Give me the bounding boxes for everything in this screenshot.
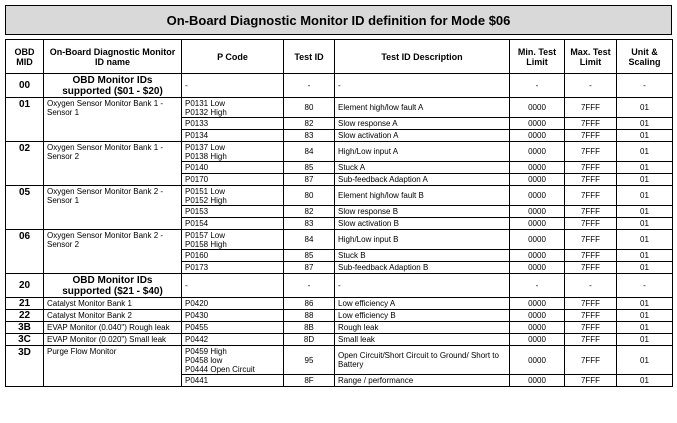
name-cell: Oxygen Sensor Monitor Bank 1 - Sensor 1 xyxy=(44,98,182,142)
name-cell: Catalyst Monitor Bank 2 xyxy=(44,310,182,322)
desc-cell: Sub-feedback Adaption A xyxy=(335,174,510,186)
test-id-cell: 86 xyxy=(284,298,335,310)
table-row xyxy=(6,322,673,334)
mode06-table xyxy=(5,39,673,387)
col-header-name: On-Board Diagnostic Monitor ID name xyxy=(44,40,182,74)
max-cell: 7FFF xyxy=(565,230,617,250)
test-id-cell: 82 xyxy=(284,206,335,218)
pcode-cell: P0133 xyxy=(182,118,284,130)
test-id-cell: 80 xyxy=(284,98,335,118)
name-cell: Catalyst Monitor Bank 1 xyxy=(44,298,182,310)
col-header-pcode: P Code xyxy=(182,40,284,74)
max-cell: 7FFF xyxy=(565,142,617,162)
mid-cell: 20 xyxy=(6,274,44,298)
unit-cell: 01 xyxy=(617,206,673,218)
unit-cell: 01 xyxy=(617,298,673,310)
table-row xyxy=(6,142,673,162)
desc-cell: Stuck B xyxy=(335,250,510,262)
test-id-cell: - xyxy=(284,74,335,98)
unit-cell: 01 xyxy=(617,162,673,174)
max-cell: 7FFF xyxy=(565,250,617,262)
unit-cell: 01 xyxy=(617,262,673,274)
name-cell: OBD Monitor IDs supported ($21 - $40) xyxy=(44,274,182,298)
header-row xyxy=(6,40,673,74)
pcode-cell: - xyxy=(182,274,284,298)
min-cell: 0000 xyxy=(510,310,565,322)
max-cell: 7FFF xyxy=(565,130,617,142)
min-cell: 0000 xyxy=(510,346,565,375)
pcode-cell: P0170 xyxy=(182,174,284,186)
test-id-cell: 83 xyxy=(284,130,335,142)
min-cell: - xyxy=(510,274,565,298)
test-id-cell: 85 xyxy=(284,250,335,262)
max-cell: 7FFF xyxy=(565,174,617,186)
name-cell: Purge Flow Monitor xyxy=(44,346,182,387)
col-header-max-limit: Max. Test Limit xyxy=(565,40,617,74)
pcode-cell: P0442 xyxy=(182,334,284,346)
min-cell: 0000 xyxy=(510,334,565,346)
desc-cell: High/Low input A xyxy=(335,142,510,162)
test-id-cell: 80 xyxy=(284,186,335,206)
max-cell: 7FFF xyxy=(565,98,617,118)
test-id-cell: 84 xyxy=(284,230,335,250)
max-cell: 7FFF xyxy=(565,310,617,322)
name-cell: EVAP Monitor (0.020") Small leak xyxy=(44,334,182,346)
pcode-cell: P0140 xyxy=(182,162,284,174)
desc-cell: Low efficiency A xyxy=(335,298,510,310)
unit-cell: 01 xyxy=(617,118,673,130)
pcode-cell: P0173 xyxy=(182,262,284,274)
document-page xyxy=(5,5,672,387)
max-cell: 7FFF xyxy=(565,322,617,334)
unit-cell: 01 xyxy=(617,186,673,206)
desc-cell: Slow response B xyxy=(335,206,510,218)
min-cell: 0000 xyxy=(510,375,565,387)
desc-cell: - xyxy=(335,274,510,298)
max-cell: 7FFF xyxy=(565,262,617,274)
name-cell: Oxygen Sensor Monitor Bank 2 - Sensor 2 xyxy=(44,230,182,274)
max-cell: 7FFF xyxy=(565,218,617,230)
max-cell: - xyxy=(565,274,617,298)
max-cell: 7FFF xyxy=(565,162,617,174)
max-cell: - xyxy=(565,74,617,98)
min-cell: 0000 xyxy=(510,162,565,174)
mid-cell: 02 xyxy=(6,142,44,186)
desc-cell: Slow activation B xyxy=(335,218,510,230)
unit-cell: 01 xyxy=(617,250,673,262)
mid-cell: 3B xyxy=(6,322,44,334)
unit-cell: - xyxy=(617,74,673,98)
min-cell: 0000 xyxy=(510,174,565,186)
desc-cell: Low efficiency B xyxy=(335,310,510,322)
pcode-cell: P0441 xyxy=(182,375,284,387)
mid-cell: 22 xyxy=(6,310,44,322)
pcode-cell: P0157 Low P0158 High xyxy=(182,230,284,250)
col-header-min-limit: Min. Test Limit xyxy=(510,40,565,74)
name-cell: Oxygen Sensor Monitor Bank 2 - Sensor 1 xyxy=(44,186,182,230)
min-cell: 0000 xyxy=(510,206,565,218)
max-cell: 7FFF xyxy=(565,334,617,346)
mid-cell: 3D xyxy=(6,346,44,387)
pcode-cell: P0459 High P0458 low P0444 Open Circuit xyxy=(182,346,284,375)
desc-cell: Stuck A xyxy=(335,162,510,174)
test-id-cell: 87 xyxy=(284,262,335,274)
test-id-cell: 88 xyxy=(284,310,335,322)
pcode-cell: P0455 xyxy=(182,322,284,334)
test-id-cell: 8B xyxy=(284,322,335,334)
max-cell: 7FFF xyxy=(565,298,617,310)
mid-cell: 00 xyxy=(6,74,44,98)
max-cell: 7FFF xyxy=(565,118,617,130)
table-title: On-Board Diagnostic Monitor ID definition for Mode $06 xyxy=(5,5,672,35)
min-cell: 0000 xyxy=(510,186,565,206)
desc-cell: High/Low input B xyxy=(335,230,510,250)
max-cell: 7FFF xyxy=(565,186,617,206)
unit-cell: 01 xyxy=(617,375,673,387)
max-cell: 7FFF xyxy=(565,346,617,375)
col-header-description: Test ID Description xyxy=(335,40,510,74)
name-cell: EVAP Monitor (0.040") Rough leak xyxy=(44,322,182,334)
min-cell: 0000 xyxy=(510,250,565,262)
min-cell: 0000 xyxy=(510,98,565,118)
pcode-cell: P0153 xyxy=(182,206,284,218)
table-row xyxy=(6,186,673,206)
name-cell: OBD Monitor IDs supported ($01 - $20) xyxy=(44,74,182,98)
unit-cell: 01 xyxy=(617,142,673,162)
max-cell: 7FFF xyxy=(565,206,617,218)
table-row xyxy=(6,310,673,322)
mid-cell: 3C xyxy=(6,334,44,346)
test-id-cell: - xyxy=(284,274,335,298)
unit-cell: 01 xyxy=(617,334,673,346)
pcode-cell: P0160 xyxy=(182,250,284,262)
pcode-cell: P0420 xyxy=(182,298,284,310)
desc-cell: Open Circuit/Short Circuit to Ground/ Short to Battery xyxy=(335,346,510,375)
min-cell: 0000 xyxy=(510,230,565,250)
pcode-cell: P0134 xyxy=(182,130,284,142)
test-id-cell: 8F xyxy=(284,375,335,387)
table-row xyxy=(6,98,673,118)
min-cell: 0000 xyxy=(510,298,565,310)
table-row xyxy=(6,346,673,375)
pcode-cell: - xyxy=(182,74,284,98)
desc-cell: Element high/low fault B xyxy=(335,186,510,206)
desc-cell: Rough leak xyxy=(335,322,510,334)
unit-cell: 01 xyxy=(617,174,673,186)
desc-cell: Small leak xyxy=(335,334,510,346)
table-row xyxy=(6,74,673,98)
col-header-obd-mid: OBD MID xyxy=(6,40,44,74)
min-cell: 0000 xyxy=(510,118,565,130)
desc-cell: Range / performance xyxy=(335,375,510,387)
col-header-test-id: Test ID xyxy=(284,40,335,74)
unit-cell: 01 xyxy=(617,346,673,375)
unit-cell: 01 xyxy=(617,98,673,118)
pcode-cell: P0151 Low P0152 High xyxy=(182,186,284,206)
mid-cell: 05 xyxy=(6,186,44,230)
pcode-cell: P0131 Low P0132 High xyxy=(182,98,284,118)
table-row xyxy=(6,274,673,298)
unit-cell: - xyxy=(617,274,673,298)
table-row xyxy=(6,334,673,346)
min-cell: 0000 xyxy=(510,218,565,230)
test-id-cell: 84 xyxy=(284,142,335,162)
test-id-cell: 83 xyxy=(284,218,335,230)
min-cell: 0000 xyxy=(510,322,565,334)
min-cell: 0000 xyxy=(510,130,565,142)
unit-cell: 01 xyxy=(617,322,673,334)
test-id-cell: 82 xyxy=(284,118,335,130)
desc-cell: Sub-feedback Adaption B xyxy=(335,262,510,274)
mid-cell: 21 xyxy=(6,298,44,310)
unit-cell: 01 xyxy=(617,230,673,250)
min-cell: 0000 xyxy=(510,142,565,162)
pcode-cell: P0137 Low P0138 High xyxy=(182,142,284,162)
pcode-cell: P0430 xyxy=(182,310,284,322)
name-cell: Oxygen Sensor Monitor Bank 1 - Sensor 2 xyxy=(44,142,182,186)
desc-cell: Slow activation A xyxy=(335,130,510,142)
min-cell: - xyxy=(510,74,565,98)
unit-cell: 01 xyxy=(617,310,673,322)
table-row xyxy=(6,230,673,250)
mid-cell: 01 xyxy=(6,98,44,142)
max-cell: 7FFF xyxy=(565,375,617,387)
table-row xyxy=(6,298,673,310)
desc-cell: Element high/low fault A xyxy=(335,98,510,118)
desc-cell: Slow response A xyxy=(335,118,510,130)
test-id-cell: 8D xyxy=(284,334,335,346)
pcode-cell: P0154 xyxy=(182,218,284,230)
unit-cell: 01 xyxy=(617,218,673,230)
col-header-unit: Unit & Scaling xyxy=(617,40,673,74)
desc-cell: - xyxy=(335,74,510,98)
unit-cell: 01 xyxy=(617,130,673,142)
test-id-cell: 95 xyxy=(284,346,335,375)
test-id-cell: 87 xyxy=(284,174,335,186)
mid-cell: 06 xyxy=(6,230,44,274)
test-id-cell: 85 xyxy=(284,162,335,174)
min-cell: 0000 xyxy=(510,262,565,274)
